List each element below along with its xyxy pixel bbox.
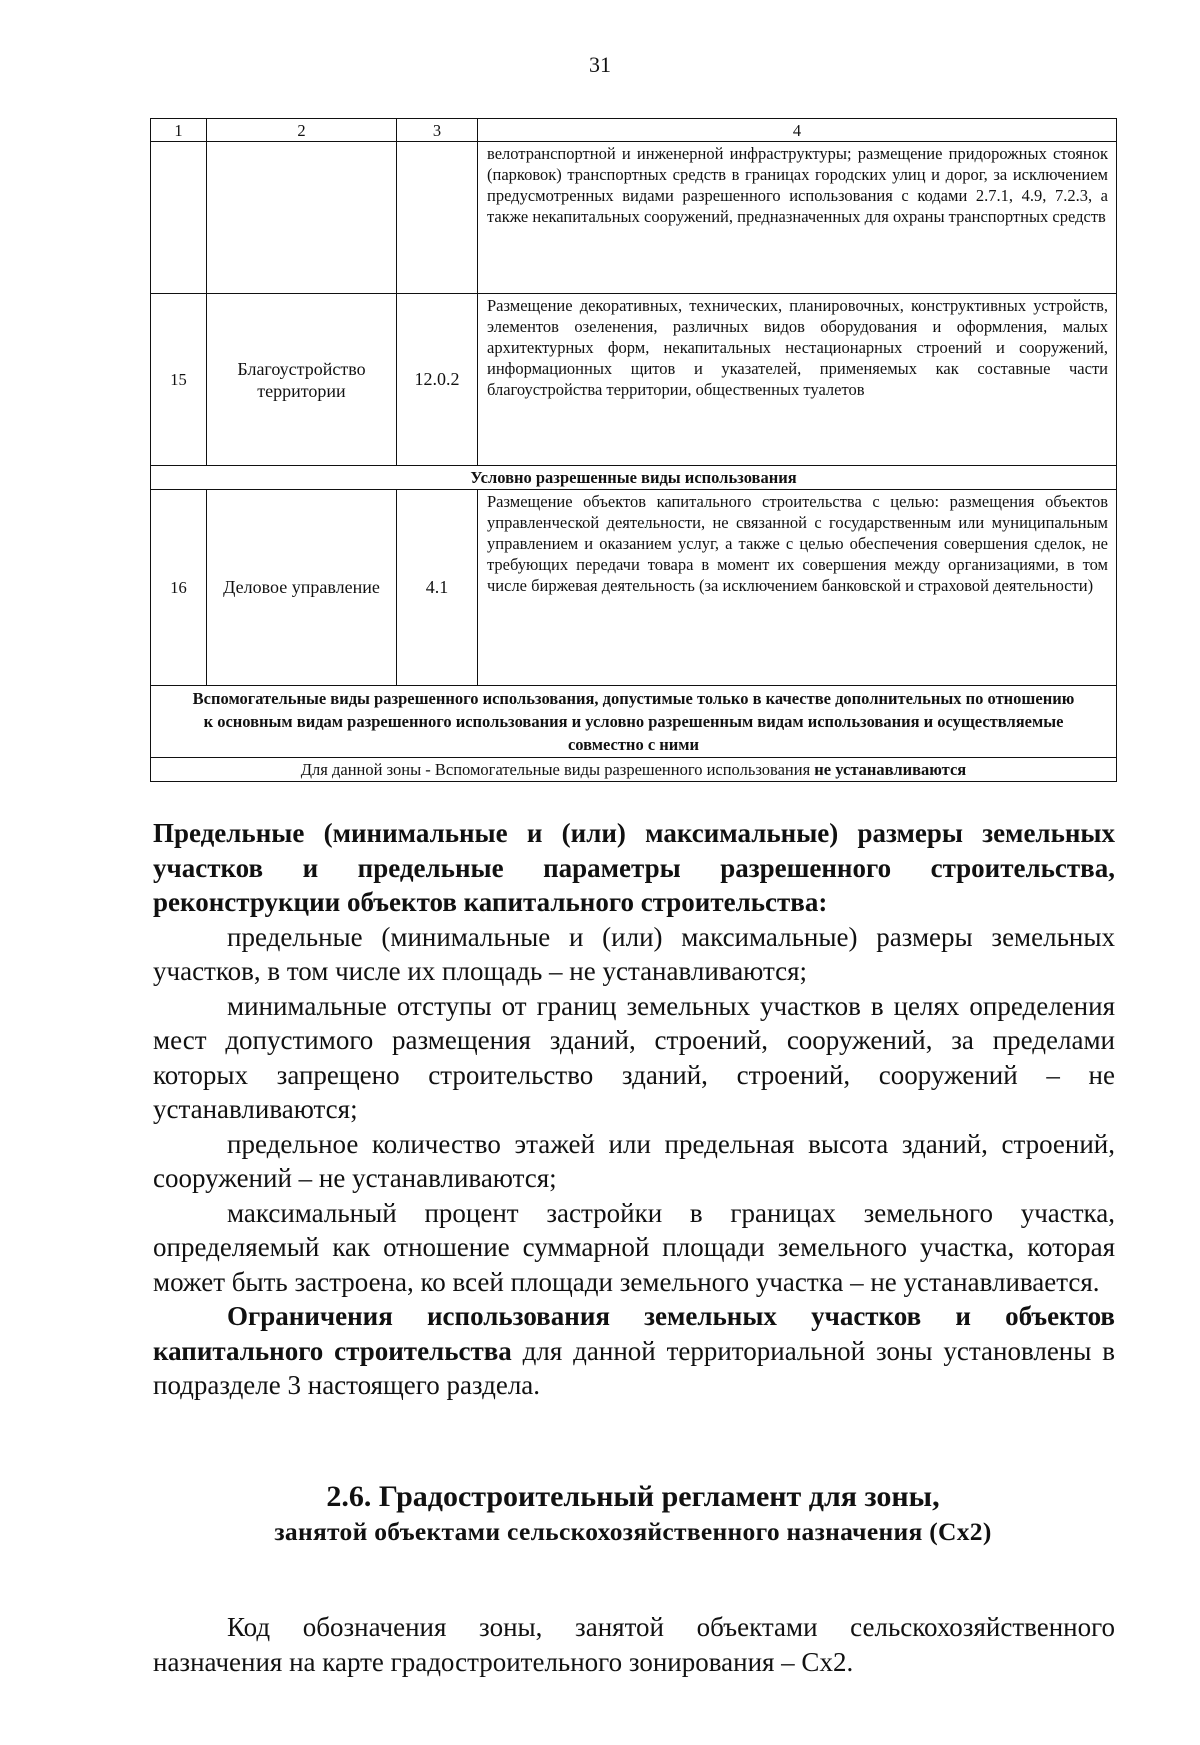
restrictions-bold: Ограничения использования земельных участков и объектов капитального строительства	[153, 1301, 1115, 1366]
section-title-line-1: 2.6. Градостроительный регламент для зоны,	[326, 1480, 940, 1513]
cell-num: 15	[151, 294, 207, 466]
table-row-continued	[151, 142, 1117, 294]
cell-code: 4.1	[397, 490, 478, 686]
cell-name: Благоустройство территории	[207, 294, 397, 466]
conditional-uses-header: Условно разрешенные виды использования	[151, 466, 1117, 490]
cell-description: велотранспортной и инженерной инфраструктуры; размещение придорожных стоянок (парковок) транспортных средств в границах городских улиц и дорог, за исключением предусмотренных видами разрешенного использования с кодами 2.7.1, 4.9, 7.2.3, а также некапитальных сооружений, предназначенных для охраны транспортных средств	[478, 142, 1117, 294]
zone-code-paragraph: Код обозначения зоны, занятой объектами сельскохозяйственного назначения на карте градостроительного зонирования – Сх2.	[153, 1612, 1115, 1677]
limits-paragraph-3: предельное количество этажей или предельная высота зданий, строений, сооружений – не устанавливаются;	[153, 1128, 1115, 1193]
regulation-table	[150, 118, 1117, 782]
cell-code: 12.0.2	[397, 294, 478, 466]
table-subheader-auxiliary	[151, 686, 1117, 758]
table-row-auxiliary-note	[151, 758, 1117, 782]
page-number: 31	[589, 52, 611, 77]
header-cell-2: 2	[207, 119, 397, 142]
limits-heading: Предельные (минимальные и (или) максимальные) размеры земельных участков и предельные параметры разрешенного строительства, реконструкции объектов капитального строительства:	[153, 818, 1115, 917]
section-title	[150, 1479, 1116, 1549]
cell-description: Размещение объектов капитального строительства с целью: размещения объектов управленческой деятельности, не связанной с государственным или муниципальным управлением и оказанием услуг, а также с целью обеспечения совершения сделок, не требующих передачи товара в момент их совершения между организациями, в том числе биржевая деятельность (за исключением банковской и страховой деятельности)	[478, 490, 1117, 686]
cell-num	[151, 142, 207, 294]
cell-name: Деловое управление	[207, 490, 397, 686]
limits-paragraph-4: максимальный процент застройки в границах земельного участка, определяемый как отношение суммарной площади земельного участка, которая может быть застроена, ко всей площади земельного участка – не устанавливается.	[153, 1197, 1115, 1297]
cell-num: 16	[151, 490, 207, 686]
header-cell-4: 4	[478, 119, 1117, 142]
limits-paragraph-2: минимальные отступы от границ земельных участков в целях определения мест допустимого размещения зданий, строений, сооружений, за пределами которых запрещено строительство зданий, строений, сооружений – не устанавливаются;	[153, 990, 1115, 1124]
table-row-16	[151, 490, 1117, 686]
section-title-line-2: занятой объектами сельскохозяйственного назначения (Сх2)	[274, 1517, 992, 1546]
header-cell-3: 3	[397, 119, 478, 142]
limits-paragraph-1: предельные (минимальные и (или) максимальные) размеры земельных участков, в том числе их площадь – не устанавливаются;	[153, 921, 1115, 986]
cell-code	[397, 142, 478, 294]
cell-description: Размещение декоративных, технических, планировочных, конструктивных устройств, элементов озеленения, различных видов оборудования и оформления, малых архитектурных форм, некапитальных нестационарных строений и сооружений, информационных щитов и указателей, применяемых как составные части благоустройства территории, общественных туалетов	[478, 294, 1117, 466]
cell-name	[207, 142, 397, 294]
table-header-row	[151, 119, 1117, 142]
header-cell-1: 1	[151, 119, 207, 142]
zone-code-section	[153, 1610, 1115, 1679]
auxiliary-note	[151, 758, 1117, 782]
auxiliary-note-prefix: Для данной зоны - Вспомогательные виды разрешенного использования	[300, 760, 811, 779]
table-row-15	[151, 294, 1117, 466]
table-subheader-conditional	[151, 466, 1117, 490]
auxiliary-note-bold: не устанавливаются	[814, 760, 967, 779]
restrictions-rest: для данной территориальной зоны установлены в подразделе 3 настоящего раздела.	[153, 1335, 1115, 1400]
auxiliary-uses-header: Вспомогательные виды разрешенного использования, допустимые только в качестве дополнительных по отношению к основным видам разрешенного использования и условно разрешенным видам использования и осуществляемые совместно с ними	[151, 686, 1117, 758]
regulation-table-container	[150, 118, 1116, 782]
restrictions-paragraph	[153, 1299, 1115, 1403]
limits-section	[153, 816, 1115, 1403]
